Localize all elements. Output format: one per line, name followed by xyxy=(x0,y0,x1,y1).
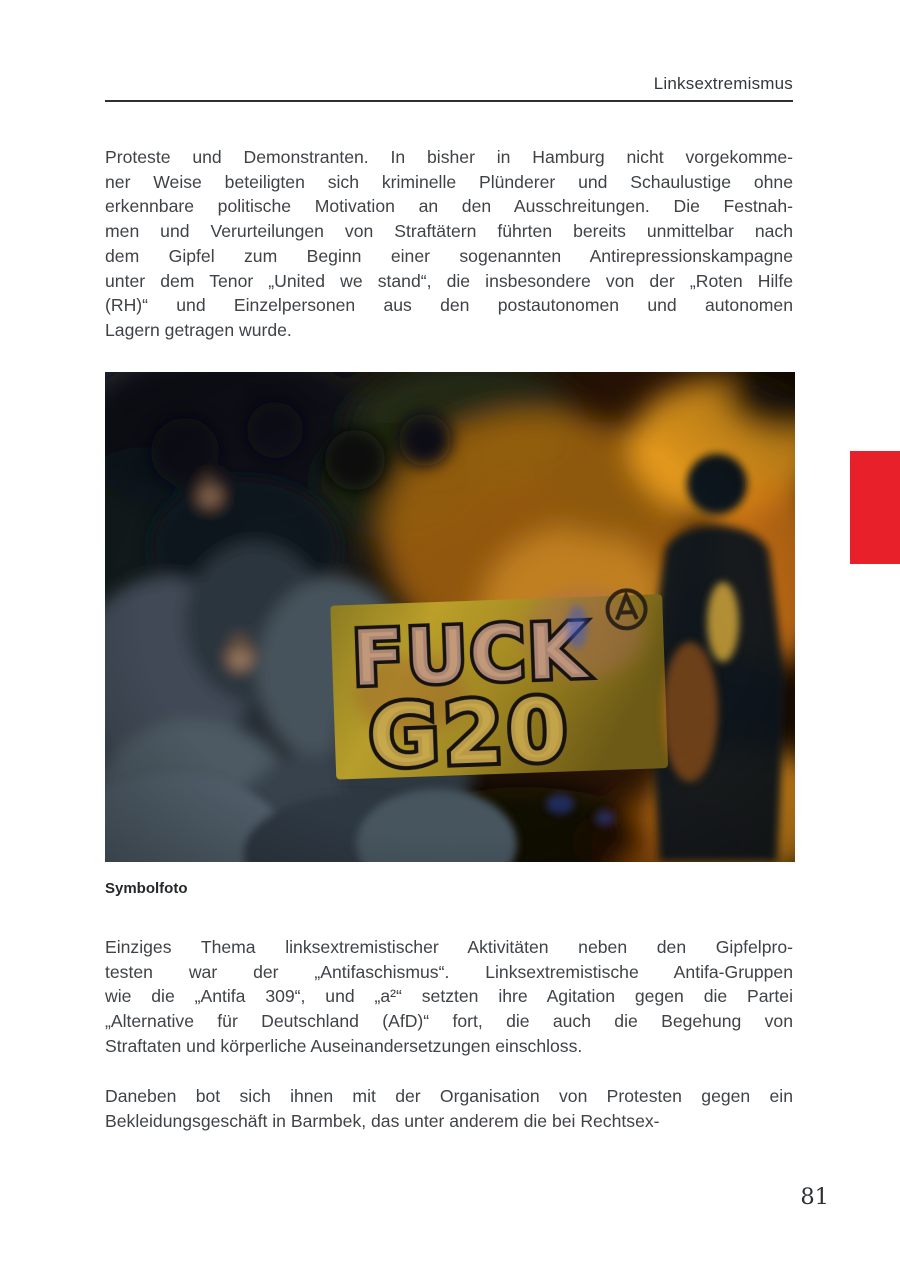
header-rule xyxy=(105,100,793,102)
text-line: ner Weise beteiligten sich kriminelle Plünderer und Schaulustige ohne xyxy=(105,171,793,192)
text-line: dem Gipfel zum Beginn einer sogenannten Antirepressionskampagne xyxy=(105,245,793,266)
text-line: testen war der „Antifaschismus“. Linksextremistische Antifa-Gruppen xyxy=(105,961,793,982)
paragraph-1 xyxy=(105,145,793,343)
text-line: (RH)“ und Einzelpersonen aus den postautonomen und autonomen xyxy=(105,295,793,316)
text-line: Lagern getragen wurde. xyxy=(105,319,292,340)
text-line: Proteste und Demonstranten. In bisher in Hamburg nicht vorgekomme- xyxy=(105,147,793,167)
text-line: Einziges Thema linksextremistischer Aktivitäten neben den Gipfelpro- xyxy=(105,937,793,957)
text-line: men und Verurteilungen von Straftätern führten bereits unmittelbar nach xyxy=(105,221,793,242)
protest-photo-art xyxy=(105,372,795,862)
text-line: erkennbare politische Motivation an den Ausschreitungen. Die Festnah- xyxy=(105,196,793,217)
chapter-tab-marker xyxy=(850,451,900,564)
text-line: „Alternative für Deutschland (AfD)“ fort, die auch die Begehung von xyxy=(105,1011,793,1032)
text-line: Daneben bot sich ihnen mit der Organisation von Protesten gegen ein xyxy=(105,1086,793,1106)
text-line: Bekleidungsgeschäft in Barmbek, das unter anderem die bei Rechtsex- xyxy=(105,1110,660,1131)
text-line: unter dem Tenor „United we stand“, die insbesondere von der „Roten Hilfe xyxy=(105,270,793,291)
text-line: wie die „Antifa 309“, und „a²“ setzten ihre Agitation gegen die Partei xyxy=(105,986,793,1007)
text-line: Straftaten und körperliche Auseinandersetzungen einschloss. xyxy=(105,1035,583,1056)
photo-caption: Symbolfoto xyxy=(105,880,188,897)
running-header: Linksextremismus xyxy=(653,74,793,93)
page-number: 81 xyxy=(800,1184,829,1210)
protest-photo xyxy=(105,372,795,862)
paragraph-2 xyxy=(105,935,793,1059)
paragraph-3 xyxy=(105,1084,793,1133)
photo-vignette xyxy=(105,372,795,862)
